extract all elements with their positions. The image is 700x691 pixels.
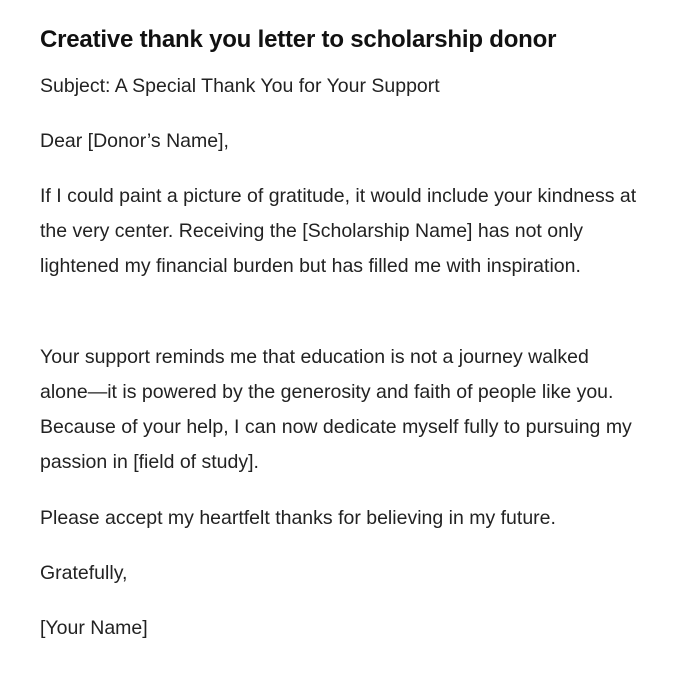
letter-closing: Gratefully, [40,562,128,584]
letter-salutation: Dear [Donor’s Name], [40,130,229,152]
letter-paragraph-3: Please accept my heartfelt thanks for believing in my future. [40,507,556,529]
letter-signature: [Your Name] [40,617,148,639]
letter-paragraph-2: Your support reminds me that education is not a journey walked alone—it is powered by the generosity and faith of people like you. Because of your help, I can now dedicate myself fully to pursuing my passion in [field of study]. [40,346,632,473]
page-title: Creative thank you letter to scholarship donor [40,26,557,53]
letter-subject: Subject: A Special Thank You for Your Support [40,75,440,97]
letter-paragraph-1: If I could paint a picture of gratitude, it would include your kindness at the very center. Receiving the [Scholarship Name] has not only lightened my financial burden but has filled me with inspiration. [40,185,637,277]
